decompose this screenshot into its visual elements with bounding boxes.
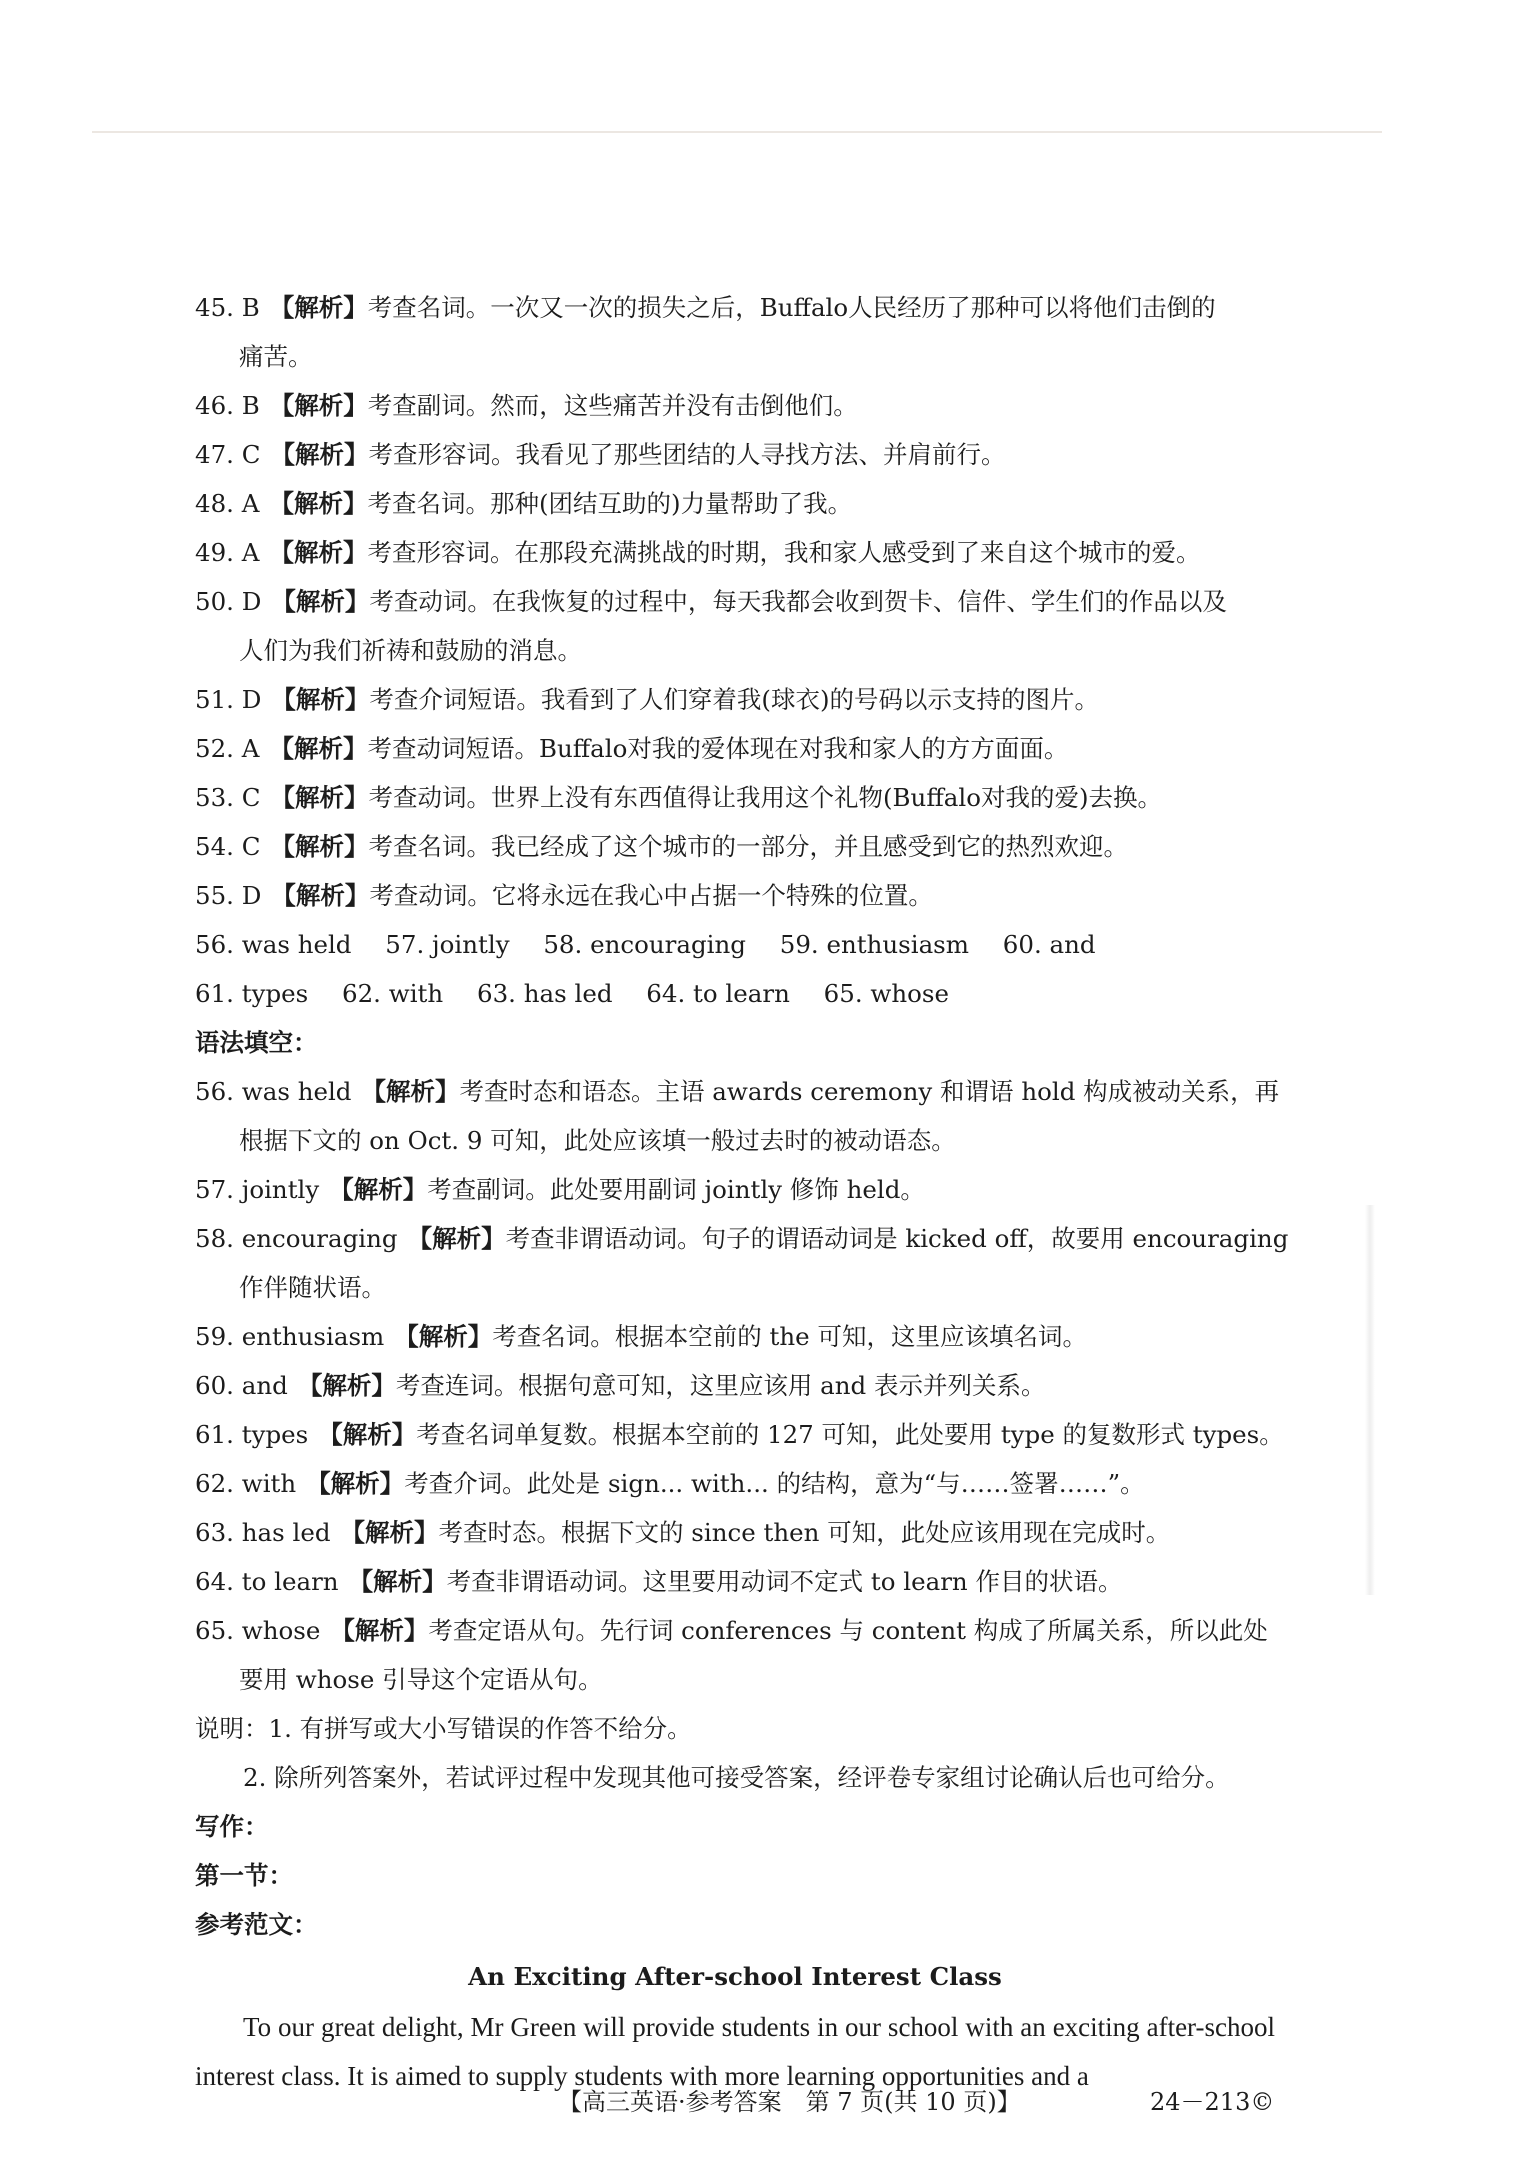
explanation-entry <box>195 1459 1275 1508</box>
answer-item: 61. types <box>195 979 309 1008</box>
explanation-text: 考查名词。那种(团结互助的)力量帮助了我。 <box>367 489 853 518</box>
grammar-explanations <box>195 1067 1289 1704</box>
explanation-line <box>195 1557 1275 1606</box>
explanation-entry <box>195 528 1275 577</box>
answer-number: 61. types <box>195 1420 309 1449</box>
explanation-line <box>195 1361 1275 1410</box>
explanation-line <box>195 773 1275 822</box>
explanation-entry <box>195 479 1275 528</box>
explanation-text: 考查连词。根据句意可知，这里应该用 and 表示并列关系。 <box>395 1371 1046 1400</box>
explanation-entry <box>195 430 1275 479</box>
answer-item: 64. to learn <box>646 979 790 1008</box>
answer-item: 59. enthusiasm <box>779 930 969 959</box>
note-line-1: 说明：1. 有拼写或大小写错误的作答不给分。 <box>195 1714 692 1743</box>
answer-number: 52. A <box>195 734 260 763</box>
explanation-text: 考查名词。我已经成了这个城市的一部分，并且感受到它的热烈欢迎。 <box>368 832 1128 861</box>
explanation-line <box>195 675 1275 724</box>
answer-item: 62. with <box>342 979 444 1008</box>
explanation-entry <box>195 773 1275 822</box>
answer-explanations <box>195 283 1275 920</box>
explanation-text: 考查非谓语动词。句子的谓语动词是 kicked off，故要用 encouraging <box>505 1224 1289 1253</box>
explanation-text: 考查形容词。我看见了那些团结的人寻找方法、并肩前行。 <box>368 440 1006 469</box>
answer-number: 55. D <box>195 881 262 910</box>
explanation-text: 考查副词。然而，这些痛苦并没有击倒他们。 <box>367 391 858 420</box>
explanation-entry <box>195 1410 1284 1459</box>
answer-number: 56. was held <box>195 1077 352 1106</box>
scan-shadow <box>1365 1205 1375 1595</box>
explanation-text: 考查非谓语动词。这里要用动词不定式 to learn 作目的状语。 <box>446 1567 1123 1596</box>
top-rule <box>92 131 1382 133</box>
answer-item: 65. whose <box>823 979 949 1008</box>
explanation-line <box>195 822 1275 871</box>
analysis-tag: 【解析】 <box>271 685 370 714</box>
explanation-entry <box>195 283 1275 381</box>
answer-item: 57. jointly <box>385 930 510 959</box>
answer-item: 60. and <box>1002 930 1096 959</box>
answer-item: 58. encouraging <box>543 930 746 959</box>
explanation-entry <box>195 1557 1275 1606</box>
explanation-line <box>195 724 1275 773</box>
explanation-text: 考查动词。世界上没有东西值得让我用这个礼物(Buffalo对我的爱)去换。 <box>368 783 1162 812</box>
explanation-entry <box>195 675 1275 724</box>
explanation-line <box>195 528 1275 577</box>
answer-item: 63. has led <box>476 979 613 1008</box>
footer-page-label: 【高三英语·参考答案 第 7 页(共 10 页)】 <box>558 2088 1021 2116</box>
analysis-tag: 【解析】 <box>297 1371 396 1400</box>
answer-number: 50. D <box>195 587 262 616</box>
explanation-text: 考查名词单复数。根据本空前的 127 可知，此处要用 type 的复数形式 types。 <box>416 1420 1284 1449</box>
analysis-tag: 【解析】 <box>329 1175 428 1204</box>
explanation-entry <box>195 1508 1275 1557</box>
answer-number: 60. and <box>195 1371 288 1400</box>
sample-heading: 参考范文： <box>195 1910 318 1939</box>
answer-item: 56. was held <box>195 930 352 959</box>
explanation-text: 考查名词。一次又一次的损失之后，Buffalo人民经历了那种可以将他们击倒的 <box>367 293 1216 322</box>
analysis-tag: 【解析】 <box>306 1469 405 1498</box>
answer-number: 58. encouraging <box>195 1224 398 1253</box>
explanation-text: 考查名词。根据本空前的 the 可知，这里应该填名词。 <box>492 1322 1087 1351</box>
explanation-entry <box>195 381 1275 430</box>
explanation-line <box>195 1508 1275 1557</box>
analysis-tag: 【解析】 <box>340 1518 439 1547</box>
answers-row-1 <box>195 920 1275 969</box>
explanation-entry <box>195 724 1275 773</box>
explanation-continuation: 人们为我们祈祷和鼓励的消息。 <box>239 636 582 665</box>
explanation-line <box>195 381 1275 430</box>
analysis-tag: 【解析】 <box>394 1322 493 1351</box>
analysis-tag: 【解析】 <box>271 587 370 616</box>
answer-number: 62. with <box>195 1469 297 1498</box>
section-heading: 第一节： <box>195 1861 293 1890</box>
analysis-tag: 【解析】 <box>269 734 368 763</box>
explanation-text: 考查时态和语态。主语 awards ceremony 和谓语 hold 构成被动关系，再 <box>459 1077 1280 1106</box>
analysis-tag: 【解析】 <box>407 1224 506 1253</box>
explanation-text: 考查动词。它将永远在我心中占据一个特殊的位置。 <box>369 881 933 910</box>
explanation-text: 考查形容词。在那段充满挑战的时期，我和家人感受到了来自这个城市的爱。 <box>367 538 1201 567</box>
explanation-line <box>195 871 1275 920</box>
writing-heading: 写作： <box>195 1812 269 1841</box>
answers-row-2 <box>195 969 1275 1018</box>
analysis-tag: 【解析】 <box>318 1420 417 1449</box>
explanation-line <box>195 577 1275 626</box>
answer-number: 46. B <box>195 391 260 420</box>
explanation-entry <box>195 1606 1275 1704</box>
explanation-text: 考查介词短语。我看到了人们穿着我(球衣)的号码以示支持的图片。 <box>369 685 1100 714</box>
answer-number: 51. D <box>195 685 262 714</box>
answer-content <box>195 283 1289 2101</box>
answer-number: 57. jointly <box>195 1175 320 1204</box>
answer-number: 65. whose <box>195 1616 321 1645</box>
explanation-line <box>195 283 1275 332</box>
explanation-text: 考查时态。根据下文的 since then 可知，此处应该用现在完成时。 <box>438 1518 1171 1547</box>
explanation-line <box>195 430 1275 479</box>
note-line-2: 2. 除所列答案外，若试评过程中发现其他可接受答案，经评卷专家组讨论确认后也可给分。 <box>243 1763 1230 1792</box>
explanation-continuation: 要用 whose 引导这个定语从句。 <box>239 1665 603 1694</box>
answer-number: 53. C <box>195 783 261 812</box>
essay-paragraph: To our great delight, Mr Green will provide students in our school with an exciting after-school interest class. It is aimed to supply students with more learning opportunities and a <box>195 2012 1275 2091</box>
grammar-heading: 语法填空： <box>195 1028 318 1057</box>
explanation-line <box>195 1410 1284 1459</box>
explanation-line <box>195 1165 1275 1214</box>
analysis-tag: 【解析】 <box>348 1567 447 1596</box>
explanation-line <box>195 1606 1275 1655</box>
explanation-text: 考查介词。此处是 sign... with... 的结构，意为“与……签署……”。 <box>404 1469 1145 1498</box>
explanation-line <box>195 1067 1280 1116</box>
essay-title: An Exciting After-school Interest Class <box>468 1962 1002 1991</box>
explanation-line <box>195 1459 1275 1508</box>
explanation-entry <box>195 1214 1289 1312</box>
analysis-tag: 【解析】 <box>330 1616 429 1645</box>
analysis-tag: 【解析】 <box>269 538 368 567</box>
explanation-entry <box>195 822 1275 871</box>
analysis-tag: 【解析】 <box>270 783 369 812</box>
footer-code: 24－213© <box>1150 2088 1275 2116</box>
explanation-entry <box>195 1312 1275 1361</box>
explanation-line <box>195 479 1275 528</box>
explanation-continuation: 根据下文的 on Oct. 9 可知，此处应该填一般过去时的被动语态。 <box>239 1126 956 1155</box>
explanation-text: 考查副词。此处要用副词 jointly 修饰 held。 <box>427 1175 925 1204</box>
explanation-text: 考查动词。在我恢复的过程中，每天我都会收到贺卡、信件、学生们的作品以及 <box>369 587 1227 616</box>
answer-number: 48. A <box>195 489 260 518</box>
explanation-text: 考查定语从句。先行词 conferences 与 content 构成了所属关系，所以此处 <box>428 1616 1268 1645</box>
explanation-line <box>195 1214 1289 1263</box>
explanation-entry <box>195 1165 1275 1214</box>
page-footer <box>0 2082 1538 2122</box>
analysis-tag: 【解析】 <box>271 881 370 910</box>
explanation-entry <box>195 577 1275 675</box>
answer-number: 45. B <box>195 293 260 322</box>
explanation-entry <box>195 1067 1280 1165</box>
explanation-text: 考查动词短语。Buffalo对我的爱体现在对我和家人的方方面面。 <box>367 734 1069 763</box>
explanation-entry <box>195 1361 1275 1410</box>
explanation-continuation: 作伴随状语。 <box>239 1273 386 1302</box>
answer-number: 49. A <box>195 538 260 567</box>
explanation-entry <box>195 871 1275 920</box>
answer-number: 47. C <box>195 440 261 469</box>
analysis-tag: 【解析】 <box>269 489 368 518</box>
answer-number: 59. enthusiasm <box>195 1322 385 1351</box>
analysis-tag: 【解析】 <box>269 293 368 322</box>
explanation-continuation: 痛苦。 <box>239 342 313 371</box>
analysis-tag: 【解析】 <box>269 391 368 420</box>
analysis-tag: 【解析】 <box>270 440 369 469</box>
answer-number: 54. C <box>195 832 261 861</box>
analysis-tag: 【解析】 <box>361 1077 460 1106</box>
explanation-line <box>195 1312 1275 1361</box>
answer-number: 64. to learn <box>195 1567 339 1596</box>
answer-number: 63. has led <box>195 1518 331 1547</box>
analysis-tag: 【解析】 <box>270 832 369 861</box>
